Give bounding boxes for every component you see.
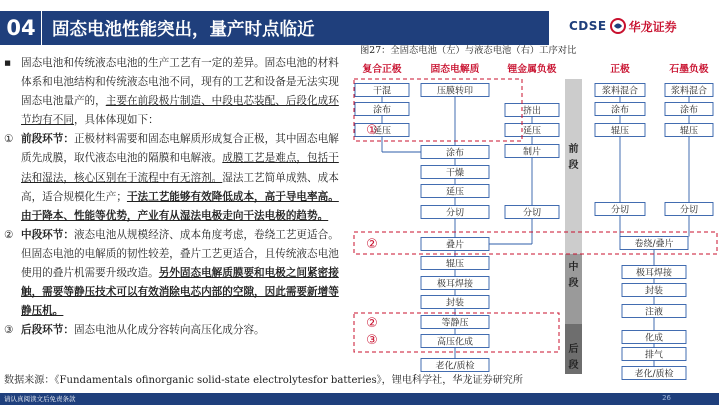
front-stage-paragraph [4,130,344,225]
liq-shared-step-label: 封装 [644,286,664,297]
ss-anode-step-label: 分切 [522,208,542,219]
section-number: 04 [0,11,42,45]
stage-label: 段 [568,360,579,371]
ss-anode-step-label: 延压 [522,126,542,137]
column-header: 复合正极 [362,64,402,75]
back-stage-paragraph [4,321,344,340]
ss-cathode-step-label: 涂布 [372,105,392,116]
middle-stage-label: 中段环节： [21,228,74,241]
figure-title: 图27：全固态电池（左）与液态电池（右）工序对比 [360,45,577,56]
stage-marker: ① [366,123,378,138]
liq-shared-step-label: 老化/质检 [634,369,674,380]
stage-label: 段 [568,278,579,289]
ss-electrolyte-step-label: 分切 [445,208,465,219]
process-diagram [352,54,719,380]
middle-stage-paragraph [4,226,344,321]
data-source: 数据来源：《Fundamentals ofinorganic solid-state electrolytesfor batteries》，锂电科学社，华龙证券研究所 [4,375,523,386]
liq-shared-step-label: 极耳焊接 [635,268,673,279]
logo-company: 华龙证券 [628,19,677,34]
front-stage-text-2: 湿法工艺简单成熟、成本高，适合规模化生产； [21,171,339,203]
back-stage-label: 后段环节： [21,324,74,337]
bullet-icon: ▪ [4,57,12,69]
circle-three: ③ [4,324,14,337]
middle-stage-text: 液态电池从规模经济、成本角度考虑，卷绕工艺更适合。但固态电池的电解质的韧性较差，叠片工艺更适合，且传统液态电池使用的叠片机需要升级改造。 [21,228,339,280]
stage-marker: ② [366,316,378,331]
ss-electrolyte-step-label: 涂布 [445,148,465,159]
ss-cathode-step-label: 延压 [372,126,392,137]
page-number: 26 [662,394,671,402]
footer-disclaimer: 请认真阅读文后免责条款 [4,395,76,403]
stage-label: 后 [568,344,579,355]
ss-electrolyte-step-label: 干燥 [445,168,465,179]
intro-lead: 固态电池和传统液态电池的生产工艺有一定的差异。 [21,57,265,69]
liq-cathode-step-label: 辊压 [610,126,630,137]
ss-anode-step-label: 制片 [522,147,542,158]
intro-text: 固态电池的材料体系和电池结构和传统液态电池不同，现有的工艺和设备是无法实现固态电池量产的， [21,57,339,108]
front-stage-emphasis: 干法工艺能够有效降低成本，高于导电率高。由于降本、性能等优势，产业有从湿法电极走向干法电极的趋势。 [21,190,339,222]
liq-anode-step-label: 浆料混合 [670,86,708,97]
liq-cathode-step-label: 浆料混合 [601,86,639,97]
ss-electrolyte-step-label: 高压化成 [436,337,474,348]
ss-electrolyte-step-label: 等静压 [441,318,469,329]
logo-text: CDSE [569,19,607,33]
stage-label: 段 [568,160,579,171]
liq-shared-step-label: 化成 [644,333,664,344]
ss-electrolyte-step-label: 延压 [445,187,465,198]
page-title-text: 固态电池性能突出，量产时点临近 [52,19,315,40]
stage-label: 前 [568,144,579,155]
liq-anode-step-label: 分切 [679,205,699,216]
stage-label: 中 [568,262,579,273]
front-stage-highlight: 成膜工艺是难点，包括干法和湿法，核心区别在于流程中有无溶剂。 [21,152,339,184]
ss-electrolyte-step-label: 辊压 [445,259,465,270]
ss-electrolyte-step-label: 老化/质检 [435,361,475,372]
front-stage-label: 前段环节： [21,133,74,146]
page-title [42,11,549,45]
column-header: 石墨负极 [669,64,709,75]
intro-end: ，具体体现如下： [73,114,159,127]
footer-bar [0,393,719,405]
company-logo [569,14,714,38]
intro-highlight: 主要在前段极片制造、中段电芯装配、后段化成环节均有不同 [21,95,339,127]
ss-electrolyte-step-label: 极耳焊接 [436,279,474,290]
back-stage-text: 固态电池从化成分容转向高压化成分容。 [73,324,265,337]
liq-anode-step-label: 辊压 [679,126,699,137]
stage-marker: ③ [366,333,378,348]
intro-paragraph [4,54,344,130]
ss-anode-step-label: 挤出 [522,106,542,117]
column-header: 固态电解质 [430,64,480,75]
ss-electrolyte-step-label: 封装 [445,298,465,309]
circle-one: ① [4,133,14,146]
ss-electrolyte-step-label: 压膜转印 [436,86,474,97]
stage-marker: ② [366,237,378,252]
liq-cathode-step-label: 分切 [610,205,630,216]
column-header: 锂金属负极 [507,64,557,75]
ss-cathode-step-label: 干混 [372,86,392,97]
liq-shared-step-label: 卷绕/叠片 [634,239,674,250]
liq-shared-step-label: 注液 [644,307,664,318]
liq-shared-step-label: 排气 [644,350,664,361]
liq-anode-step-label: 涂布 [679,105,699,116]
body-text [4,54,344,340]
column-header: 正极 [610,64,630,75]
front-stage-text: 正极材料需要和固态电解质形成复合正极，其中固态电解质先成膜，取代液态电池的隔膜和电解液。 [21,133,339,165]
logo-mark-icon [610,18,626,34]
ss-electrolyte-step-label: 叠片 [445,240,465,251]
circle-two: ② [4,228,14,241]
middle-stage-emphasis: 另外固态电解质膜要和电极之间紧密接触，需要等静压技术可以有效消除电芯内部的空隙，因此需要新增等静压机。 [21,267,339,318]
liq-cathode-step-label: 涂布 [610,105,630,116]
